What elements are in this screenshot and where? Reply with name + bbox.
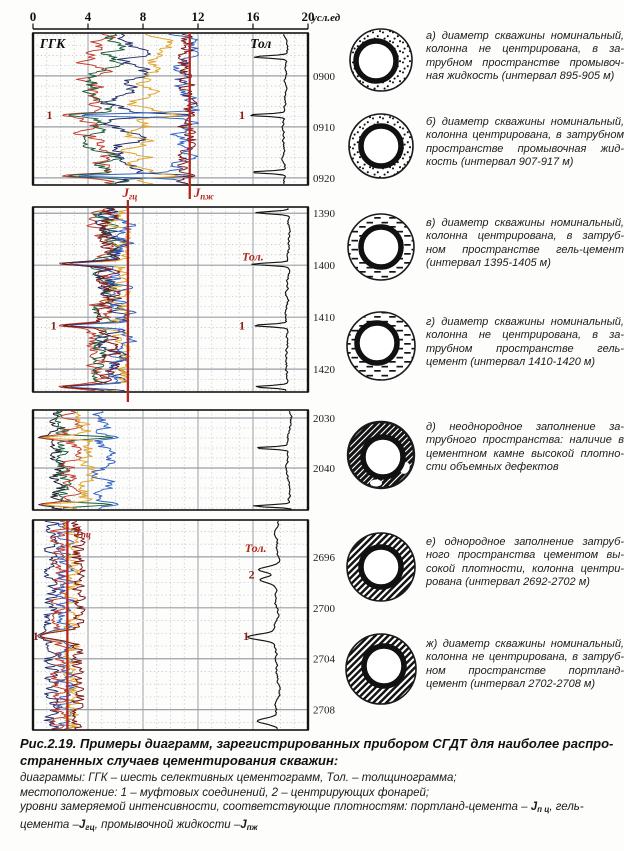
- case-description-line: цементном камне высокой плотно-: [426, 447, 624, 460]
- case-description-line: г) диаметр скважины номинальный,: [426, 316, 624, 328]
- caption-detail-line: [20, 800, 614, 818]
- case-description-line: ж) диаметр скважины номинальный,: [426, 638, 624, 650]
- case-description-д: [426, 421, 624, 475]
- depth-label: 1400: [313, 260, 335, 273]
- caption-text-segment: , гель-: [549, 801, 584, 814]
- log-charts-svg: [0, 0, 340, 735]
- tol-red-label: Тол.: [244, 541, 267, 555]
- borehole-cross-section-icon: [337, 525, 425, 609]
- case-description-line: цемент (интервал 1410-1420 м): [426, 356, 596, 369]
- caption-details: [20, 771, 614, 835]
- collar-marker-1: 1: [50, 318, 57, 333]
- caption-title-line: страненных случаев цементирования скважин:: [20, 752, 339, 768]
- borehole-cross-section-icon: [337, 413, 425, 497]
- depth-label: 1390: [313, 208, 335, 221]
- case-description-line: трубном пространстве промывоч-: [426, 56, 624, 69]
- ref-line-label: Jпж: [193, 185, 214, 202]
- borehole-cross-section-icon: [337, 18, 425, 102]
- borehole-cross-section-icon: [337, 104, 425, 188]
- depth-label: 2700: [313, 602, 335, 615]
- caption-text-segment: уровни замеряемой интенсивности, соответствующие плотностям: портланд-цемента –: [20, 801, 531, 814]
- axis-tick-label: 0: [29, 9, 37, 24]
- axis-tick-label: 8: [139, 9, 147, 24]
- depth-label: 2696: [313, 551, 335, 564]
- depth-label: 0910: [313, 121, 335, 134]
- case-description-line: трубного пространства: наличие в: [426, 434, 624, 447]
- cement-defect: [370, 480, 382, 487]
- case-description-line: рована (интервал 2692-2702 м): [426, 576, 590, 589]
- case-description-line: пространстве промывочная жид-: [426, 142, 624, 155]
- borehole-diagram-б: [337, 104, 425, 193]
- case-description-а: [426, 30, 624, 84]
- case-description-line: ном пространстве гель-цемент: [426, 243, 624, 256]
- caption-text-segment: J: [78, 818, 86, 831]
- depth-label: 0900: [313, 70, 335, 83]
- borehole-diagram-ж: [337, 627, 425, 716]
- depth-label: 2708: [313, 704, 335, 717]
- axis-tick-label: 20: [301, 9, 315, 24]
- case-description-line: ная жидкость (интервал 895-905 м): [426, 70, 615, 83]
- case-description-line: сокой плотности, колонна центри-: [426, 562, 624, 575]
- collar-marker-2: 2: [248, 567, 255, 582]
- case-description-line: (интервал 1395-1405 м): [426, 257, 551, 270]
- caption-title-line: Рис.2.19. Примеры диаграмм, зарегистрированных прибором СГДТ для наиболее распро-: [20, 736, 614, 751]
- borehole-diagram-в: [337, 205, 425, 294]
- caption-text-segment: , промывочной жидкости –: [94, 818, 241, 831]
- case-description-line: б) диаметр скважины номинальный,: [426, 116, 624, 128]
- depth-label: 2030: [313, 413, 335, 425]
- casing-ring: [361, 227, 401, 267]
- caption-text-segment: местоположение: 1 – муфтовых соединений, 2 – центрирующих фонарей;: [20, 786, 430, 799]
- case-description-line: трубном пространстве гель-: [426, 342, 624, 355]
- case-description-в: [426, 217, 624, 271]
- case-description-line: колонна центрирована, в затрубном: [426, 129, 624, 142]
- caption-text-segment: J: [530, 801, 538, 814]
- caption-text-segment: гц: [85, 822, 95, 832]
- axis-tick-label: 4: [84, 9, 92, 24]
- scale-axis: [30, 9, 340, 29]
- case-description-line: а) диаметр скважины номинальный,: [426, 30, 624, 42]
- panel-header-label: ГГК: [39, 36, 66, 51]
- caption-text-segment: пж: [246, 822, 258, 832]
- case-description-б: [426, 116, 624, 170]
- ggk-curve-4: [43, 411, 98, 509]
- log-panel-1: [33, 33, 336, 185]
- case-description-line: ного пространства цементом вы-: [426, 549, 624, 562]
- case-description-line: цемент (интервал 2702-2708 м): [426, 678, 596, 691]
- case-description-line: колонна не центрирована, в затруб-: [426, 651, 624, 664]
- ref-line-label: Jпц: [74, 523, 91, 540]
- figure-caption: [20, 736, 614, 835]
- case-description-line: е) однородное заполнение затруб-: [426, 536, 624, 548]
- ggk-curve-5: [92, 411, 118, 509]
- log-panel-3: [33, 410, 336, 510]
- borehole-cross-section-icon: [337, 205, 425, 289]
- case-description-е: [426, 536, 624, 590]
- casing-ring: [363, 437, 403, 477]
- panel-header-label: Тол: [250, 36, 272, 51]
- tol-curve: [252, 208, 290, 391]
- depth-label: 2040: [313, 463, 335, 475]
- tol-red-label: Тол.: [242, 249, 264, 264]
- ggk-curve-2: [40, 521, 67, 729]
- case-description-line: д) неоднородное заполнение за-: [426, 421, 624, 433]
- axis-unit-label: усл.ед: [312, 12, 340, 24]
- depth-label: 1410: [313, 312, 335, 325]
- borehole-diagram-е: [337, 525, 425, 614]
- axis-tick-label: 16: [246, 9, 260, 24]
- ggk-curve-1: [38, 521, 59, 729]
- caption-text-segment: п ц: [537, 805, 550, 815]
- tol-curve: [254, 411, 292, 509]
- caption-title: [20, 736, 614, 769]
- caption-detail-line: [20, 786, 614, 801]
- casing-ring: [364, 646, 404, 686]
- ggk-curve-2: [68, 34, 129, 184]
- collar-marker-1: 1: [239, 318, 245, 333]
- log-panel-4: [33, 520, 336, 730]
- casing-ring: [361, 547, 401, 587]
- case-description-г: [426, 316, 624, 370]
- collar-marker-1: 1: [32, 628, 39, 643]
- casing-ring: [357, 323, 397, 363]
- collar-marker-1: 1: [239, 108, 245, 123]
- case-description-line: сти объемных дефектов: [426, 461, 559, 474]
- collar-marker-1: 1: [46, 108, 53, 123]
- case-description-line: колонна центрирована, в затруб-: [426, 230, 624, 243]
- borehole-cross-section-icon: [337, 627, 425, 711]
- caption-text-segment: J: [240, 818, 247, 831]
- ref-line-label: Jгц: [122, 185, 138, 202]
- case-description-line: ном пространстве портланд-: [426, 664, 624, 677]
- case-description-line: колонна не центрирована, в за-: [426, 43, 624, 56]
- depth-label: 0920: [313, 172, 335, 185]
- caption-text-segment: диаграммы: ГГК – шесть селективных цементограмм, Тол. – толщинограмма;: [20, 772, 457, 784]
- casing-ring: [361, 126, 401, 166]
- borehole-cross-section-icon: [337, 304, 425, 388]
- axis-tick-label: 12: [191, 9, 205, 24]
- caption-text-segment: цемента –: [20, 818, 79, 831]
- depth-label: 1420: [313, 364, 335, 377]
- log-panel-2: [33, 207, 336, 392]
- borehole-diagram-д: [337, 413, 425, 502]
- case-description-line: в) диаметр скважины номинальный,: [426, 217, 624, 229]
- casing-ring: [356, 41, 396, 81]
- caption-detail-line: [20, 818, 614, 836]
- borehole-diagram-а: [337, 18, 425, 107]
- depth-label: 2704: [313, 653, 335, 666]
- case-description-ж: [426, 638, 624, 692]
- log-charts: [0, 0, 340, 735]
- caption-detail-line: [20, 771, 614, 786]
- case-description-line: кость (интервал 907-917 м): [426, 156, 574, 169]
- tol-curve: [251, 34, 288, 184]
- case-description-line: колонна не центрирована, в за-: [426, 329, 624, 342]
- collar-marker-1: 1: [243, 628, 250, 643]
- borehole-diagram-г: [337, 304, 425, 393]
